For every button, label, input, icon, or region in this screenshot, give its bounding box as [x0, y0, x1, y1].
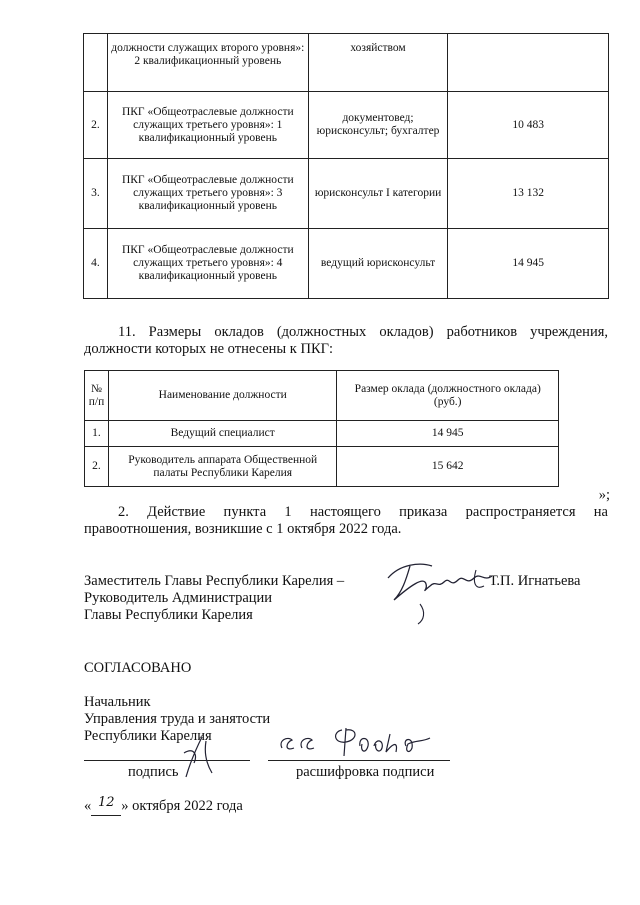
table-header-row: [85, 371, 559, 421]
approval-line-3: Республики Карелия: [84, 728, 212, 744]
approval-title: СОГЛАСОВАНО: [84, 660, 192, 676]
signatory-signature: [380, 556, 500, 626]
table-row: [85, 447, 559, 487]
row-number: 3.: [84, 159, 108, 229]
approver-signature: [176, 733, 220, 781]
paragraph-2: 2. Действие пункта 1 настоящего приказа распространяется на правоотношения, возникшие с 1 октября 2022 года.: [84, 504, 608, 537]
signatory-line-1: Заместитель Главы Республики Карелия –: [84, 573, 345, 589]
signatory-line-3: Главы Республики Карелия: [84, 607, 253, 623]
row-number: [84, 34, 108, 92]
row-number: 4.: [84, 229, 108, 299]
position-name: Ведущий специалист: [108, 421, 336, 447]
approval-line-2: Управления труда и занятости: [84, 711, 271, 727]
row-number: 2.: [85, 447, 109, 487]
table-row: [84, 92, 609, 159]
table-row: [85, 421, 559, 447]
header-position-name: Наименование должности: [108, 371, 336, 421]
qualification-group: ПКГ «Общеотраслевые должности служащих третьего уровня»: 1 квалификационный уровень: [107, 92, 308, 159]
date-rest: » октября 2022 года: [121, 798, 243, 814]
approval-date: [84, 795, 243, 816]
salary-value: 13 132: [448, 159, 609, 229]
caption-signature: подпись: [128, 764, 179, 780]
approver-handwritten-name: [272, 722, 452, 762]
positions: документовед; юрисконсульт; бухгалтер: [308, 92, 448, 159]
qualification-group: должности служащих второго уровня»: 2 квалификационный уровень: [107, 34, 308, 92]
positions: ведущий юрисконсульт: [308, 229, 448, 299]
qualification-group: ПКГ «Общеотраслевые должности служащих третьего уровня»: 3 квалификационный уровень: [107, 159, 308, 229]
row-number: 2.: [84, 92, 108, 159]
positions: хозяйством: [308, 34, 448, 92]
header-number: № п/п: [85, 371, 109, 421]
header-salary: Размер оклада (должностного оклада) (руб.): [337, 371, 559, 421]
position-name: Руководитель аппарата Общественной палаты Республики Карелия: [108, 447, 336, 487]
signatory-line-2: Руководитель Администрации: [84, 590, 273, 606]
salary-table-other: [84, 370, 559, 487]
row-number: 1.: [85, 421, 109, 447]
date-day: 12: [91, 798, 121, 816]
closing-quote: »;: [598, 487, 610, 503]
salary-table-pkg: [83, 33, 609, 299]
signature-line: [84, 760, 250, 761]
signatory-name: Т.П. Игнатьева: [489, 573, 581, 589]
table-row: [84, 34, 609, 92]
date-open-quote: «: [84, 798, 92, 814]
approval-line-1: Начальник: [84, 694, 151, 710]
caption-decoding: расшифровка подписи: [296, 764, 435, 780]
paragraph-11: 11. Размеры окладов (должностных окладов) работников учреждения, должности которых не отнесены к ПКГ:: [84, 324, 608, 357]
salary-value: 14 945: [448, 229, 609, 299]
salary-value: 15 642: [337, 447, 559, 487]
positions: юрисконсульт I категории: [308, 159, 448, 229]
salary-value: 10 483: [448, 92, 609, 159]
salary-value: [448, 34, 609, 92]
table-row: [84, 229, 609, 299]
salary-value: 14 945: [337, 421, 559, 447]
table-row: [84, 159, 609, 229]
qualification-group: ПКГ «Общеотраслевые должности служащих третьего уровня»: 4 квалификационный уровень: [107, 229, 308, 299]
